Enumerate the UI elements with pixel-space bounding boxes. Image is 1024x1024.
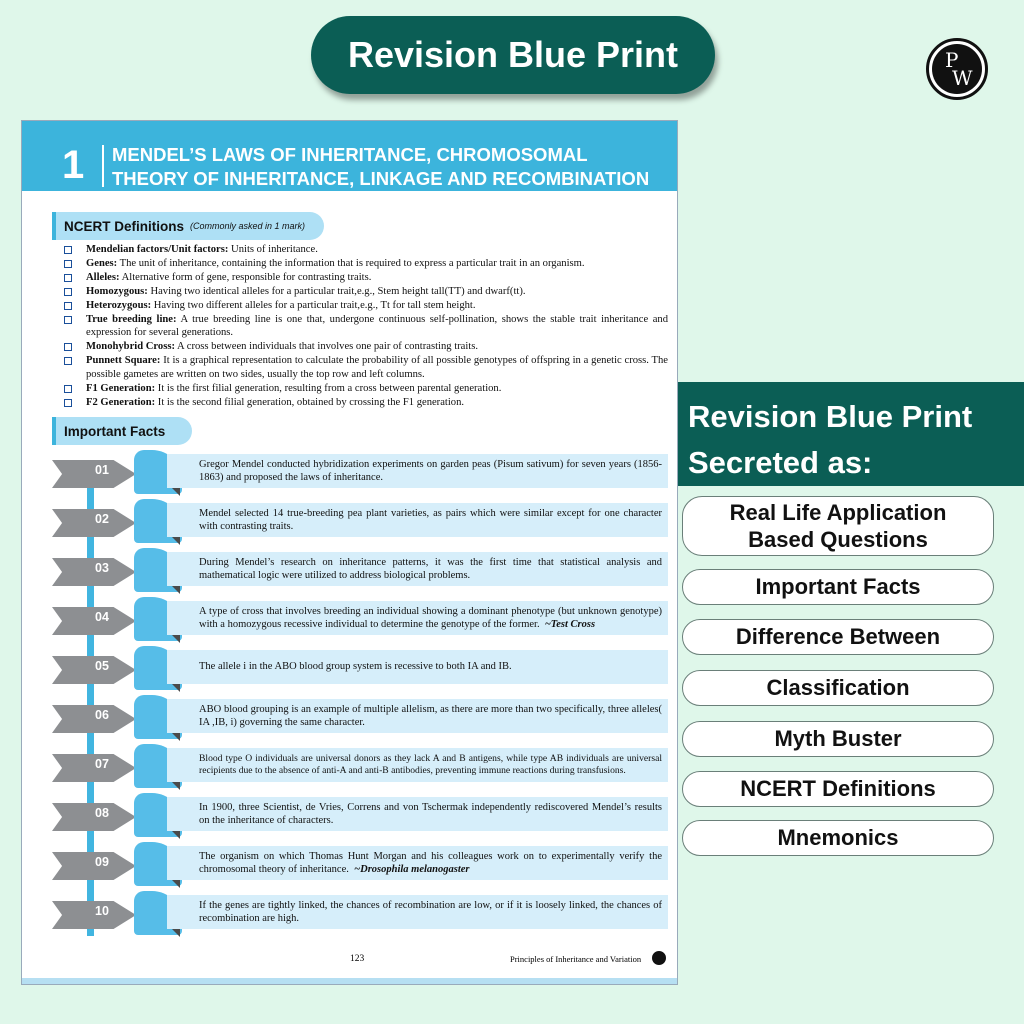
definition-item: Punnett Square: It is a graphical representation to calculate the probability of all possible genotypes of offspring in a genetic cross. The possible gametes are written on two sides, usually the top row and left columns. [64,354,668,382]
fact-number: 02 [95,512,109,526]
fact-item [52,699,668,739]
logo-letter-w: W [952,66,973,90]
pw-logo-icon [652,951,666,965]
definitions-list [64,243,668,410]
fact-number: 07 [95,757,109,771]
definition-item: Alleles: Alternative form of gene, responsible for contrasting traits. [64,271,668,285]
important-facts-title: Important Facts [64,423,166,439]
fact-item [52,895,668,935]
square-bullet-icon [64,316,72,324]
square-bullet-icon [64,288,72,296]
feature-pill: Myth Buster [682,721,994,757]
chapter-number: 1 [62,143,85,187]
chapter-title [112,143,649,191]
square-bullet-icon [64,385,72,393]
square-bullet-icon [64,357,72,365]
fact-text: Gregor Mendel conducted hybridization experiments on garden peas (Pisum sativum) for seven years (1856-1863) and proposed the laws of inheritance. [167,454,668,488]
fact-number: 03 [95,561,109,575]
logo-letter-p: P [945,48,959,72]
chapter-header [22,121,677,191]
feature-pill: Classification [682,670,994,706]
feature-pill: NCERT Definitions [682,771,994,807]
pw-logo-icon [926,38,988,100]
fact-text: In 1900, three Scientist, de Vries, Correns and von Tschermak independently rediscovered Mendel’s results on the inheritance of characters. [167,797,668,831]
fact-number: 05 [95,659,109,673]
chapter-divider [102,145,104,187]
fact-text: The organism on which Thomas Hunt Morgan and his colleagues work on to experimentally verify the chromosomal theory of inheritance. ~Drosophila melanogaster [167,846,668,880]
footer-chapter-name: Principles of Inheritance and Variation [510,954,642,964]
definition-item: F1 Generation: It is the first filial generation, resulting from a cross between parental generation. [64,382,668,396]
feature-pill: Important Facts [682,569,994,605]
fact-text: Blood type O individuals are universal donors as they lack A and B antigens, while type AB individuals are universal recipients due to the absence of anti-A and anti-B antibodies, preventing immune reactions during transfusions. [167,748,668,782]
fact-text: ABO blood grouping is an example of multiple allelism, as there are more than two specifically, three alleles( IA ,IB, i) governing the same character. [167,699,668,733]
pw-logo-mark [932,44,982,94]
revision-page [21,120,678,985]
chapter-title-line1: MENDEL’S LAWS OF INHERITANCE, CHROMOSOMAL [112,144,588,165]
ncert-definitions-heading [52,212,324,240]
square-bullet-icon [64,260,72,268]
square-bullet-icon [64,246,72,254]
fact-number: 09 [95,855,109,869]
definition-item: Mendelian factors/Unit factors: Units of inheritance. [64,243,668,257]
definition-item: Monohybrid Cross: A cross between individuals that involves one pair of contrasting traits. [64,340,668,354]
fact-text: During Mendel’s research on inheritance patterns, it was the first time that statistical analysis and mathematical logic were utilized to address biological problems. [167,552,668,586]
fact-number: 10 [95,904,109,918]
definition-item: True breeding line: A true breeding line is one that, undergone continuous self-pollination, shows the stable trait inheritance and expression for several generations. [64,313,668,341]
page-number: 123 [350,954,365,964]
square-bullet-icon [64,302,72,310]
square-bullet-icon [64,343,72,351]
feature-pill: Real Life Application Based Questions [682,496,994,556]
square-bullet-icon [64,274,72,282]
fact-item [52,797,668,837]
ncert-definitions-subtitle: (Commonly asked in 1 mark) [190,221,306,231]
definition-item: Heterozygous: Having two different alleles for a particular trait,e.g., Tt for tall stem height. [64,299,668,313]
right-heading-line2: Secreted as: [688,445,873,480]
chapter-title-line2: THEORY OF INHERITANCE, LINKAGE AND RECOMBINATION [112,168,650,189]
fact-number: 06 [95,708,109,722]
right-panel-heading [678,382,1024,486]
banner-title: Revision Blue Print [311,16,715,94]
fact-answer-tag: ~Drosophila melanogaster [354,864,470,875]
fact-text: The allele i in the ABO blood group system is recessive to both IA and IB. [167,650,668,684]
definition-item: F2 Generation: It is the second filial generation, obtained by crossing the F1 generation. [64,396,668,410]
fact-item [52,552,668,592]
ncert-definitions-title: NCERT Definitions [64,218,184,234]
fact-item [52,601,668,641]
fact-item [52,650,668,690]
right-heading-line1: Revision Blue Print [688,399,973,434]
fact-item [52,748,668,788]
fact-number: 04 [95,610,109,624]
square-bullet-icon [64,399,72,407]
fact-item [52,503,668,543]
definition-item: Genes: The unit of inheritance, containing the information that is required to express a particular trait in an organism. [64,257,668,271]
feature-pill: Mnemonics [682,820,994,856]
page-bottom-strip [22,978,677,984]
definition-item: Homozygous: Having two identical alleles for a particular trait,e.g., Stem height tall(TT) and dwarf(tt). [64,285,668,299]
feature-pill: Difference Between [682,619,994,655]
fact-item [52,454,668,494]
fact-number: 08 [95,806,109,820]
fact-text: If the genes are tightly linked, the chances of recombination are low, or if it is loosely linked, the chances of recombination are high. [167,895,668,929]
fact-answer-tag: ~Test Cross [544,619,596,630]
important-facts-heading [52,417,192,445]
fact-item [52,846,668,886]
fact-text: A type of cross that involves breeding an individual showing a dominant phenotype (but unknown genotype) with a homozygous recessive individual to determine the genotype of the former. ~Test Cross [167,601,668,635]
fact-number: 01 [95,463,109,477]
fact-text: Mendel selected 14 true-breeding pea plant varieties, as pairs which were similar except for one character with contrasting traits. [167,503,668,537]
